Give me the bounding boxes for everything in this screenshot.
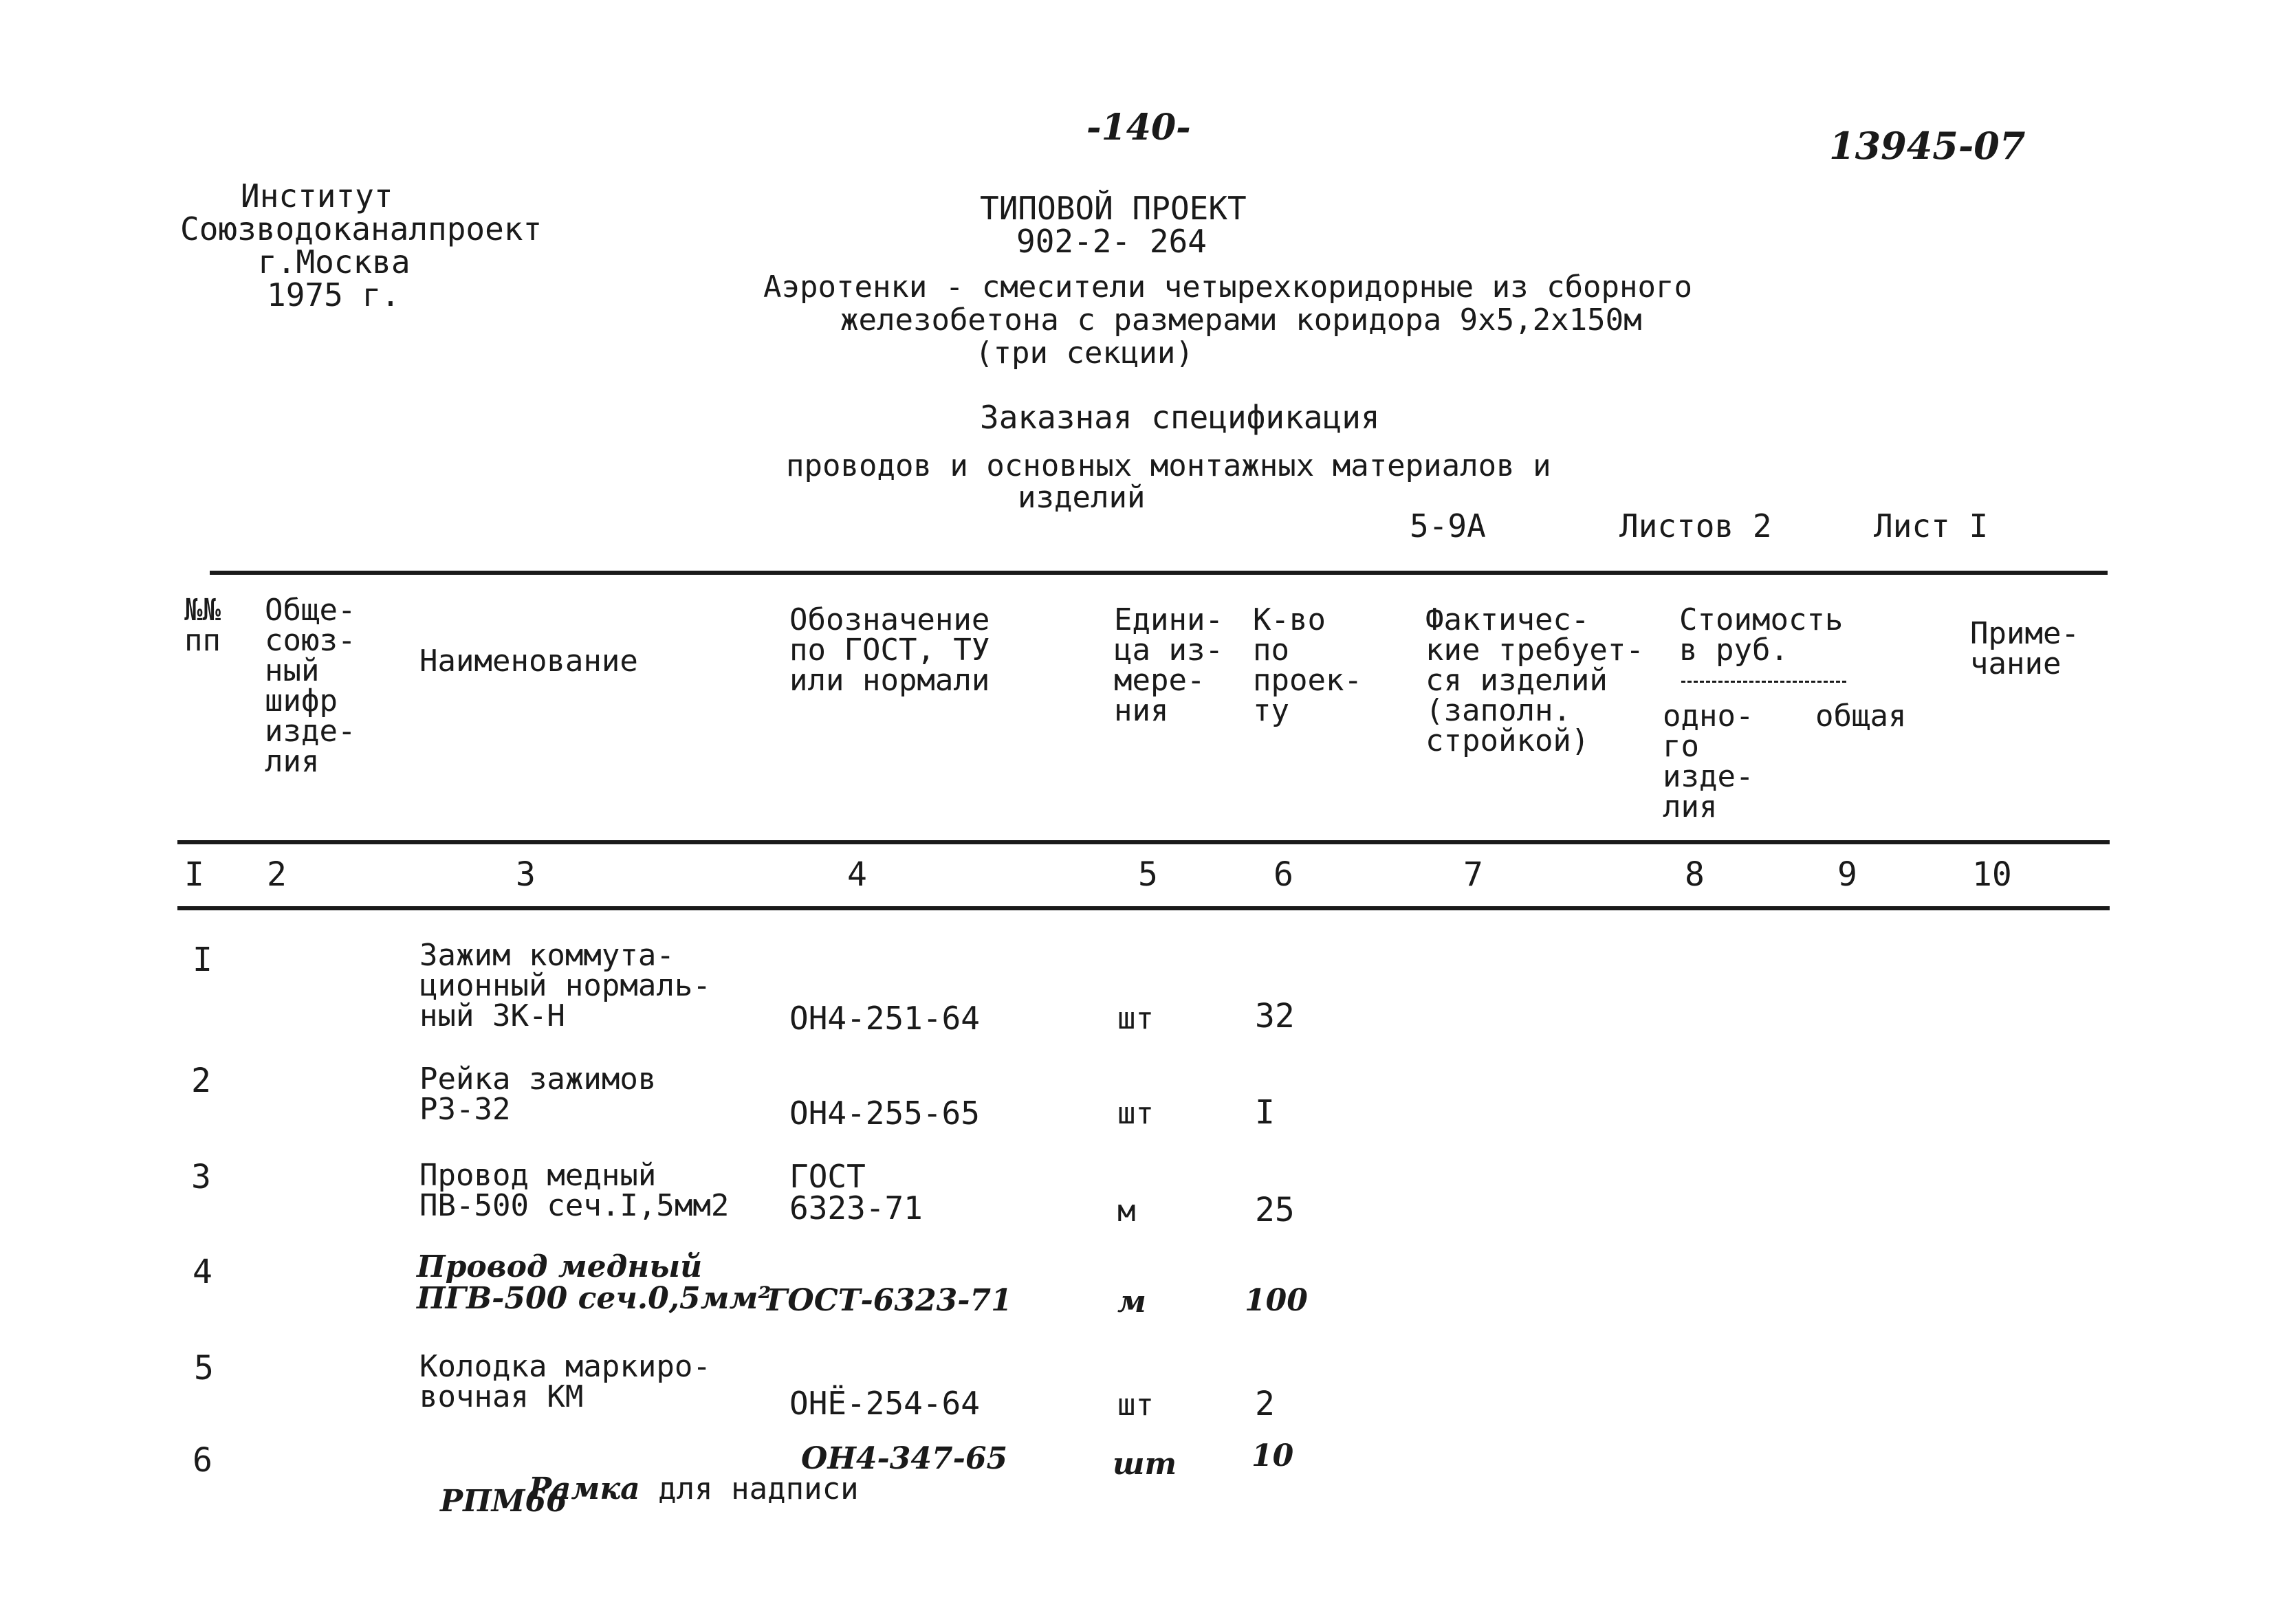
row-unit: м: [1117, 1284, 1146, 1319]
spec-subtitle-line1: проводов и основных монтажных материалов и: [786, 448, 1551, 483]
colnum-3: 3: [516, 855, 536, 894]
row-name: Провод медный ПВ-500 сеч.I,5мм2: [419, 1158, 730, 1223]
header-union-code: Обще- союз- ный шифр изде- лия: [265, 593, 356, 779]
header-note: Приме- чание: [1970, 616, 2079, 681]
row-number: 2: [191, 1062, 211, 1100]
row-name: Провод медный ПГВ-500 сеч.0,5мм²: [417, 1249, 772, 1317]
colnum-6: 6: [1273, 855, 1293, 894]
row-name: Рейка зажимов РЗ-32: [419, 1062, 657, 1127]
row-unit: шт: [1117, 1001, 1154, 1036]
colnum-2: 2: [267, 855, 287, 894]
spec-heading: Заказная спецификация: [980, 399, 1380, 436]
row-number: 6: [193, 1441, 212, 1480]
spec-code: 5-9А: [1410, 507, 1486, 545]
colnum-1: I: [184, 855, 204, 894]
header-cost-total: общая: [1815, 699, 1907, 734]
row-quantity: 10: [1251, 1438, 1294, 1473]
row-name: Колодка маркиро- вочная КМ: [419, 1349, 711, 1414]
header-designation: Обозначение по ГОСТ, ТУ или нормали: [789, 602, 990, 698]
row-name-model: РПМ66: [440, 1484, 567, 1519]
row-quantity: 100: [1245, 1283, 1308, 1318]
row-name-typed: для надписи: [639, 1471, 859, 1506]
sheets-total: Листов 2: [1619, 507, 1772, 545]
colnum-8: 8: [1685, 855, 1705, 894]
row-name: Зажим коммута- ционный нормаль- ный ЗК-Н: [419, 938, 711, 1033]
project-title-line3: (три секции): [975, 336, 1194, 371]
row-designation: ОН4-255-65: [789, 1095, 980, 1132]
colnum-9: 9: [1837, 855, 1857, 894]
row-designation: ОН4-251-64: [789, 1000, 980, 1037]
row-quantity: 25: [1255, 1191, 1295, 1229]
header-cost: Стоимость в руб.: [1679, 602, 1844, 668]
institute-label: Институт: [241, 177, 393, 215]
row-designation: ОН4-347-65: [801, 1441, 1008, 1476]
row-name-handwritten: Рамка: [528, 1471, 640, 1506]
project-label: ТИПОВОЙ ПРОЕКТ: [980, 190, 1247, 227]
header-quantity: К-во по проек- ту: [1253, 602, 1362, 728]
row-designation: ГОСТ-6323-71: [767, 1283, 1012, 1318]
row-unit: м: [1117, 1194, 1136, 1229]
institute-city: г.Москва: [258, 243, 411, 281]
column-numbers-rule: [177, 906, 2110, 910]
row-quantity: 2: [1255, 1385, 1275, 1423]
row-unit: шт: [1113, 1447, 1177, 1482]
cost-divider: [1681, 681, 1846, 683]
table-top-rule: [210, 571, 2108, 575]
row-quantity: I: [1255, 1093, 1275, 1132]
institute-year: 1975 г.: [267, 276, 400, 314]
sheet-number: Лист I: [1874, 507, 1989, 545]
row-unit: шт: [1117, 1387, 1154, 1423]
spec-subtitle-line2: изделий: [1018, 480, 1146, 515]
colnum-4: 4: [847, 855, 867, 894]
row-designation: ГОСТ 6323-71: [789, 1158, 923, 1227]
colnum-10: 10: [1972, 855, 2012, 894]
colnum-7: 7: [1463, 855, 1483, 894]
project-title-line1: Аэротенки - смесители четырехкоридорные из сборного: [763, 270, 1693, 305]
header-name: Наименование: [419, 644, 638, 679]
row-number: 5: [194, 1349, 214, 1387]
row-unit: шт: [1117, 1096, 1154, 1131]
document-code: 13945-07: [1829, 124, 2026, 168]
header-unit: Едини- ца из- мере- ния: [1114, 602, 1223, 728]
row-number: 3: [191, 1158, 211, 1196]
project-number: 902-2- 264: [1016, 223, 1207, 260]
header-cost-unit: одно- го изде- лия: [1663, 699, 1754, 824]
project-title-line2: железобетона с размерами коридора 9х5,2х150м: [840, 303, 1642, 338]
institute-name: Союзводоканалпроект: [180, 210, 543, 248]
colnum-5: 5: [1138, 855, 1158, 894]
header-row-number: №№ пп: [184, 593, 221, 658]
row-designation: ОНЁ-254-64: [789, 1385, 980, 1422]
row-quantity: 32: [1255, 997, 1295, 1035]
row-number: I: [193, 941, 212, 979]
page-number: -140-: [1086, 107, 1191, 149]
header-actual-required: Фактичес- кие требует- ся изделий (заполн. стройкой): [1425, 602, 1644, 758]
row-number: 4: [193, 1253, 212, 1291]
header-bottom-rule: [177, 840, 2110, 844]
